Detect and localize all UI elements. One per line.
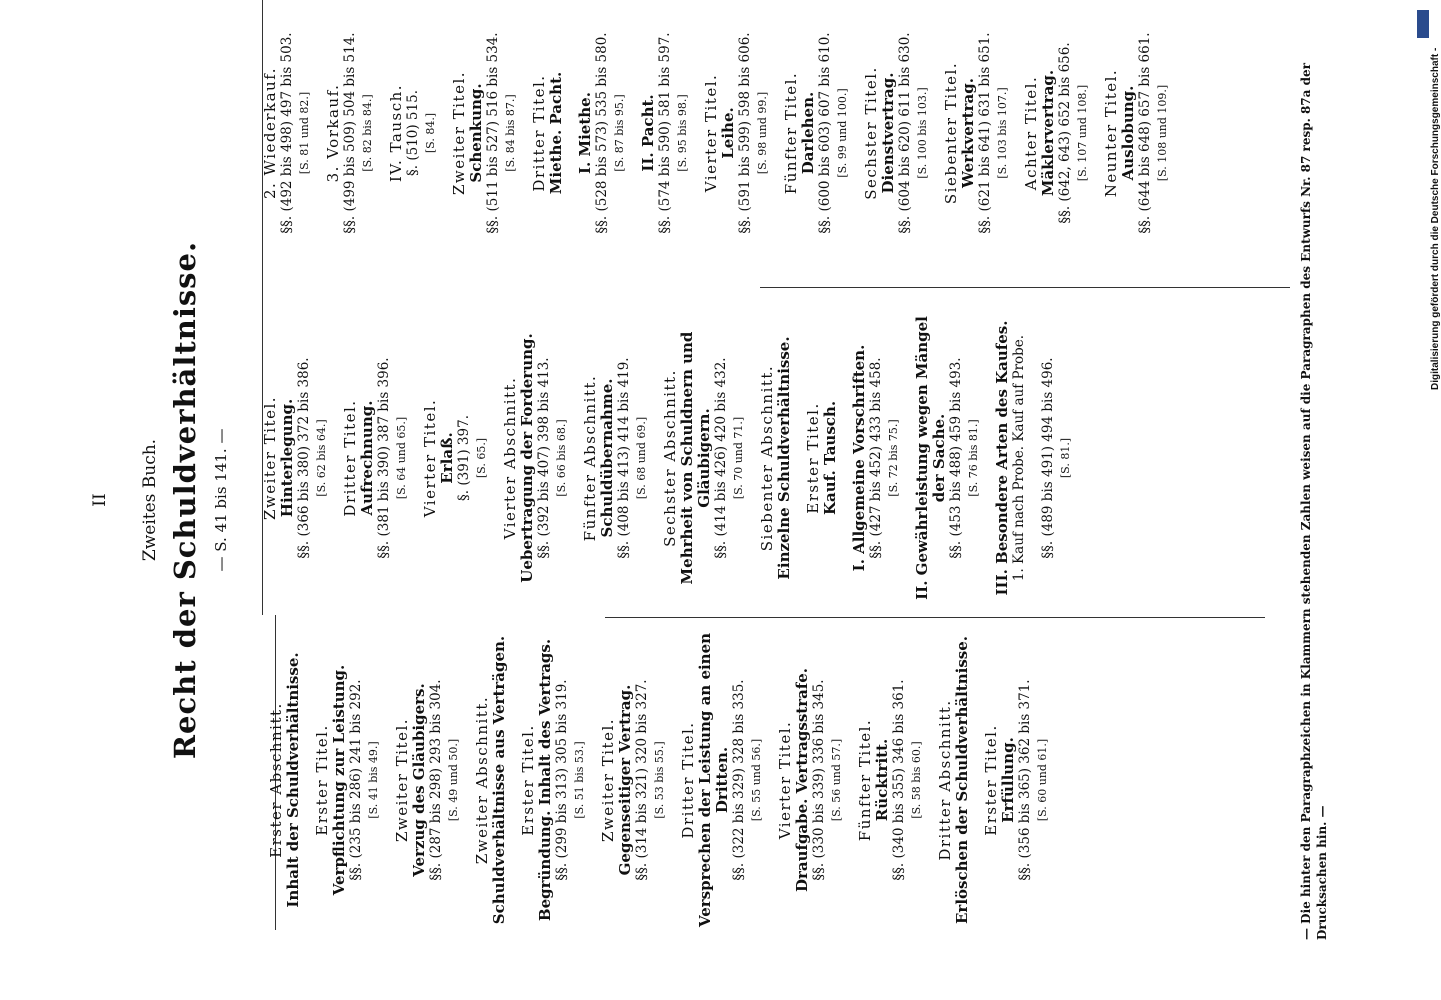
entry-heading: Neunter Titel.	[1102, 68, 1120, 198]
entry-title: Auslobung.	[1119, 85, 1137, 181]
entry-title: Uebertragung der Forderung.	[518, 333, 536, 583]
entry-paragraphs: §§. (644 bis 648) 657 bis 661.	[1137, 32, 1153, 234]
entry-pages: [S. 84.]	[424, 112, 437, 154]
toc-entry	[520, 630, 588, 930]
entry-pages: [S. 98 und 99.]	[756, 91, 769, 175]
entry-title: Verzug des Gläubigers.	[410, 683, 428, 877]
entry-pages: [S. 107 und 108.]	[1076, 84, 1089, 182]
entry-title: Erlaß.	[438, 432, 456, 484]
toc-entry	[577, 0, 628, 278]
entry-heading: Erster Titel.	[313, 724, 331, 836]
entry-heading: Dritter Abschnitt.	[936, 699, 954, 861]
entry-paragraphs: §§. (492 bis 498) 497 bis 503.	[279, 32, 295, 234]
entry-pages: [S. 81 und 82.]	[298, 91, 311, 175]
entry-title: Versprechen der Leistung an einen Dritten.	[696, 632, 731, 928]
entry-paragraphs: §§. (340 bis 355) 346 bis 361.	[891, 679, 907, 881]
toc-entry	[531, 0, 565, 278]
entry-paragraphs: §§. (392 bis 407) 398 bis 413.	[536, 357, 552, 559]
toc-entry	[582, 308, 650, 608]
toc-entry	[937, 630, 971, 930]
entry-title: Dienstvertrag.	[879, 72, 897, 194]
entry-heading: Dritter Titel.	[341, 399, 359, 517]
entry-paragraphs: §§. (528 bis 573) 535 bis 580.	[594, 32, 610, 234]
book-label: Zweites Buch.	[140, 438, 160, 562]
entry-pages: [S. 51 bis 53.]	[573, 741, 586, 819]
entry-heading: Vierter Abschnitt.	[501, 376, 519, 540]
entry-paragraphs: §§. (591 bis 599) 598 bis 606.	[737, 32, 753, 234]
entry-pages: [S. 65.]	[475, 437, 488, 479]
entry-title: Miethe. Pacht.	[547, 71, 565, 195]
toc-entry	[759, 308, 793, 608]
entry-title: Mehrheit von Schuldnern und Gläubigern.	[678, 331, 713, 585]
entry-pages: [S. 84 bis 87.]	[504, 94, 517, 172]
entry-heading: Dritter Titel.	[679, 721, 697, 839]
entry-title: Rücktritt.	[873, 738, 891, 822]
toc-entry	[1103, 0, 1171, 278]
entry-paragraphs: §§. (642, 643) 652 bis 656.	[1057, 42, 1073, 224]
entry-pages: [S. 53 bis 55.]	[653, 741, 666, 819]
entry-heading: Fünfter Abschnitt.	[581, 374, 599, 542]
toc-entry	[703, 0, 771, 278]
toc-entry	[863, 0, 931, 278]
entry-heading: Erster Abschnitt.	[267, 702, 285, 858]
entry-title: Draufgabe. Vertragsstrafe.	[793, 667, 811, 893]
entry-title: Hinterlegung.	[278, 398, 296, 518]
entry-title: Gegenseitiger Vertrag.	[616, 684, 634, 876]
entry-heading: Erster Titel.	[982, 724, 1000, 836]
toc-entry	[851, 308, 902, 608]
entry-heading: Zweiter Titel.	[393, 717, 411, 843]
entry-paragraphs: §§. (511 bis 527) 516 bis 534.	[485, 32, 501, 234]
entry-pages: [S. 72 bis 75.]	[887, 419, 900, 497]
entry-title: Mäklervertrag.	[1039, 69, 1057, 197]
entry-heading: Zweiter Titel.	[450, 70, 468, 196]
toc-entry	[662, 308, 747, 608]
entry-heading: Siebenter Abschnitt.	[758, 364, 776, 552]
toc-entry	[314, 630, 382, 930]
entry-paragraphs: §§. (427 bis 452) 433 bis 458.	[868, 357, 884, 559]
entry-pages: [S. 99 und 100.]	[836, 88, 849, 178]
entry-heading: Vierter Titel.	[702, 73, 720, 193]
column-divider	[760, 287, 1290, 288]
toc-entry	[422, 308, 490, 608]
entry-title: Schuldübernahme.	[598, 378, 616, 538]
entry-heading: 3. Vorkauf.	[324, 83, 342, 183]
toc-entry	[680, 630, 765, 930]
entry-paragraphs: §§. (600 bis 603) 607 bis 610.	[817, 32, 833, 234]
entry-heading: Zweiter Titel.	[599, 717, 617, 843]
entry-title: Werkvertrag.	[959, 78, 977, 188]
entry-paragraphs: §§. (489 bis 491) 494 bis 496.	[1040, 357, 1056, 559]
entry-title: I. Allgemeine Vorschriften.	[850, 344, 868, 572]
toc-entry	[342, 308, 410, 608]
column-divider	[605, 617, 1265, 618]
digitization-notice	[1414, 10, 1441, 990]
toc-entry	[394, 630, 462, 930]
entry-heading: Vierter Titel.	[421, 398, 439, 518]
toc-entry	[502, 308, 570, 608]
toc-entry	[1040, 308, 1074, 608]
entry-heading: Vierter Titel.	[776, 720, 794, 840]
toc-entry	[262, 308, 330, 608]
entry-paragraphs: §§. (621 bis 641) 631 bis 651.	[977, 32, 993, 234]
entry-title: II. Pacht.	[639, 94, 657, 172]
entry-pages: [S. 41 bis 49.]	[367, 741, 380, 819]
entry-paragraphs: §§. (604 bis 620) 611 bis 630.	[897, 32, 913, 234]
entry-heading: Sechster Titel.	[862, 66, 880, 200]
entry-title: Schuldverhältnisse aus Verträgen.	[490, 635, 508, 925]
entry-paragraphs: §. (510) 515.	[405, 90, 421, 176]
entry-heading: Zweiter Abschnitt.	[473, 695, 491, 865]
toc-entry	[325, 0, 376, 278]
entry-paragraphs: §§. (322 bis 329) 328 bis 335.	[731, 679, 747, 881]
entry-title: Leihe.	[719, 107, 737, 159]
entry-pages: [S. 60 und 61.]	[1036, 738, 1049, 822]
entry-pages: [S. 58 bis 60.]	[910, 741, 923, 819]
toc-entry	[451, 0, 519, 278]
entry-pages: [S. 100 bis 103.]	[916, 87, 929, 179]
column-left	[268, 630, 1063, 930]
entry-paragraphs: §§. (330 bis 339) 336 bis 345.	[811, 679, 827, 881]
entry-paragraphs: §§. (453 bis 488) 459 bis 493.	[948, 357, 964, 559]
entry-heading: 2. Wiederkauf.	[261, 66, 279, 200]
entry-paragraphs: 1. Kauf nach Probe. Kauf auf Probe.	[1011, 334, 1027, 582]
entry-title: Aufrechnung.	[358, 400, 376, 516]
entry-paragraphs: §§. (287 bis 298) 293 bis 304.	[428, 679, 444, 881]
entry-heading: Siebenter Titel.	[942, 61, 960, 205]
entry-title: II. Gewährleistung wegen Mängel der Sache.	[913, 316, 948, 600]
toc-entry	[943, 0, 1011, 278]
toc-entry	[1023, 0, 1091, 278]
page-title: Recht der Schuldverhältnisse.	[168, 240, 202, 760]
entry-paragraphs: §§. (499 bis 509) 504 bis 514.	[342, 32, 358, 234]
toc-entry	[857, 630, 925, 930]
toc-entry	[983, 630, 1051, 930]
entry-title: Begründung. Inhalt des Vertrags.	[536, 638, 554, 922]
entry-pages: [S. 81.]	[1059, 437, 1072, 479]
entry-pages: [S. 66 bis 68.]	[555, 419, 568, 497]
page-range: — S. 41 bis 141. —	[212, 428, 230, 572]
toc-entry	[914, 308, 982, 608]
entry-title: Darlehen.	[799, 91, 817, 175]
toc-entry	[474, 630, 508, 930]
entry-pages: [S. 55 und 56.]	[750, 738, 763, 822]
toc-entry	[388, 0, 439, 278]
entry-heading: Zweiter Titel.	[261, 395, 279, 521]
entry-title: III. Besondere Arten des Kaufes.	[993, 320, 1011, 596]
entry-pages: [S. 70 und 71.]	[732, 416, 745, 500]
column-right	[262, 0, 1183, 278]
entry-pages: [S. 108 und 109.]	[1156, 84, 1169, 182]
entry-paragraphs: §§. (366 bis 380) 372 bis 386.	[296, 357, 312, 559]
entry-heading: Sechster Abschnitt.	[661, 369, 679, 547]
page-number: II	[90, 493, 110, 507]
entry-heading: Erster Titel.	[519, 724, 537, 836]
entry-paragraphs: §§. (381 bis 390) 387 bis 396.	[376, 357, 392, 559]
entry-pages: [S. 56 und 57.]	[830, 738, 843, 822]
entry-title: Schenkung.	[467, 83, 485, 183]
toc-entry	[777, 630, 845, 930]
entry-heading: Dritter Titel.	[530, 74, 548, 192]
entry-heading: IV. Tausch.	[387, 83, 405, 183]
entry-heading: Fünfter Titel.	[856, 718, 874, 842]
toc-entry	[262, 0, 313, 278]
entry-paragraphs: §§. (356 bis 365) 362 bis 371.	[1017, 679, 1033, 881]
entry-pages: [S. 62 bis 64.]	[315, 419, 328, 497]
entry-pages: [S. 95 bis 98.]	[676, 94, 689, 172]
entry-title: I. Miethe.	[576, 92, 594, 174]
toc-entry	[805, 308, 839, 608]
entry-pages: [S. 68 und 69.]	[635, 416, 648, 500]
digitization-text: Digitalisierung gefördert durch die Deutsche Forschungsgemeinschaft -	[1430, 47, 1441, 390]
entry-heading: Fünfter Titel.	[782, 71, 800, 195]
toc-entry	[640, 0, 691, 278]
entry-title: Erfüllung.	[999, 737, 1017, 823]
entry-title: Kauf. Tausch.	[821, 400, 839, 516]
entry-paragraphs: §§. (408 bis 413) 414 bis 419.	[616, 357, 632, 559]
toc-entry	[600, 630, 668, 930]
entry-paragraphs: §§. (414 bis 426) 420 bis 432.	[713, 357, 729, 559]
entry-paragraphs: §§. (314 bis 321) 320 bis 327.	[634, 679, 650, 881]
entry-title: Verpflichtung zur Leistung.	[330, 664, 348, 896]
toc-entry	[268, 630, 302, 930]
entry-pages: [S. 76 bis 81.]	[967, 419, 980, 497]
entry-paragraphs: §§. (299 bis 313) 305 bis 319.	[554, 679, 570, 881]
entry-pages: [S. 87 bis 95.]	[613, 94, 626, 172]
entry-pages: [S. 49 und 50.]	[447, 738, 460, 822]
entry-paragraphs: §§. (235 bis 286) 241 bis 292.	[348, 679, 364, 881]
column-middle	[262, 308, 1086, 608]
toc-entry	[783, 0, 851, 278]
entry-title: Erlöschen der Schuldverhältnisse.	[953, 636, 971, 924]
entry-paragraphs: §§. (574 bis 590) 581 bis 597.	[657, 32, 673, 234]
entry-paragraphs: §. (391) 397.	[456, 415, 472, 501]
dfg-logo	[1417, 10, 1429, 38]
entry-pages: [S. 64 und 65.]	[395, 416, 408, 500]
footnote: — Die hinter den Paragraphzeichen in Klammern stehenden Zahlen weisen auf die Paragraphen des Entwurfs Nr. 87 resp. 87a der Drucksachen hin. —	[1299, 63, 1329, 940]
toc-entry	[994, 308, 1028, 608]
entry-title: Inhalt der Schuldverhältnisse.	[284, 652, 302, 908]
entry-heading: Erster Titel.	[804, 402, 822, 514]
entry-title: Einzelne Schuldverhältnisse.	[775, 336, 793, 580]
entry-pages: [S. 82 bis 84.]	[361, 94, 374, 172]
entry-pages: [S. 103 bis 107.]	[996, 87, 1009, 179]
entry-heading: Achter Titel.	[1022, 75, 1040, 191]
